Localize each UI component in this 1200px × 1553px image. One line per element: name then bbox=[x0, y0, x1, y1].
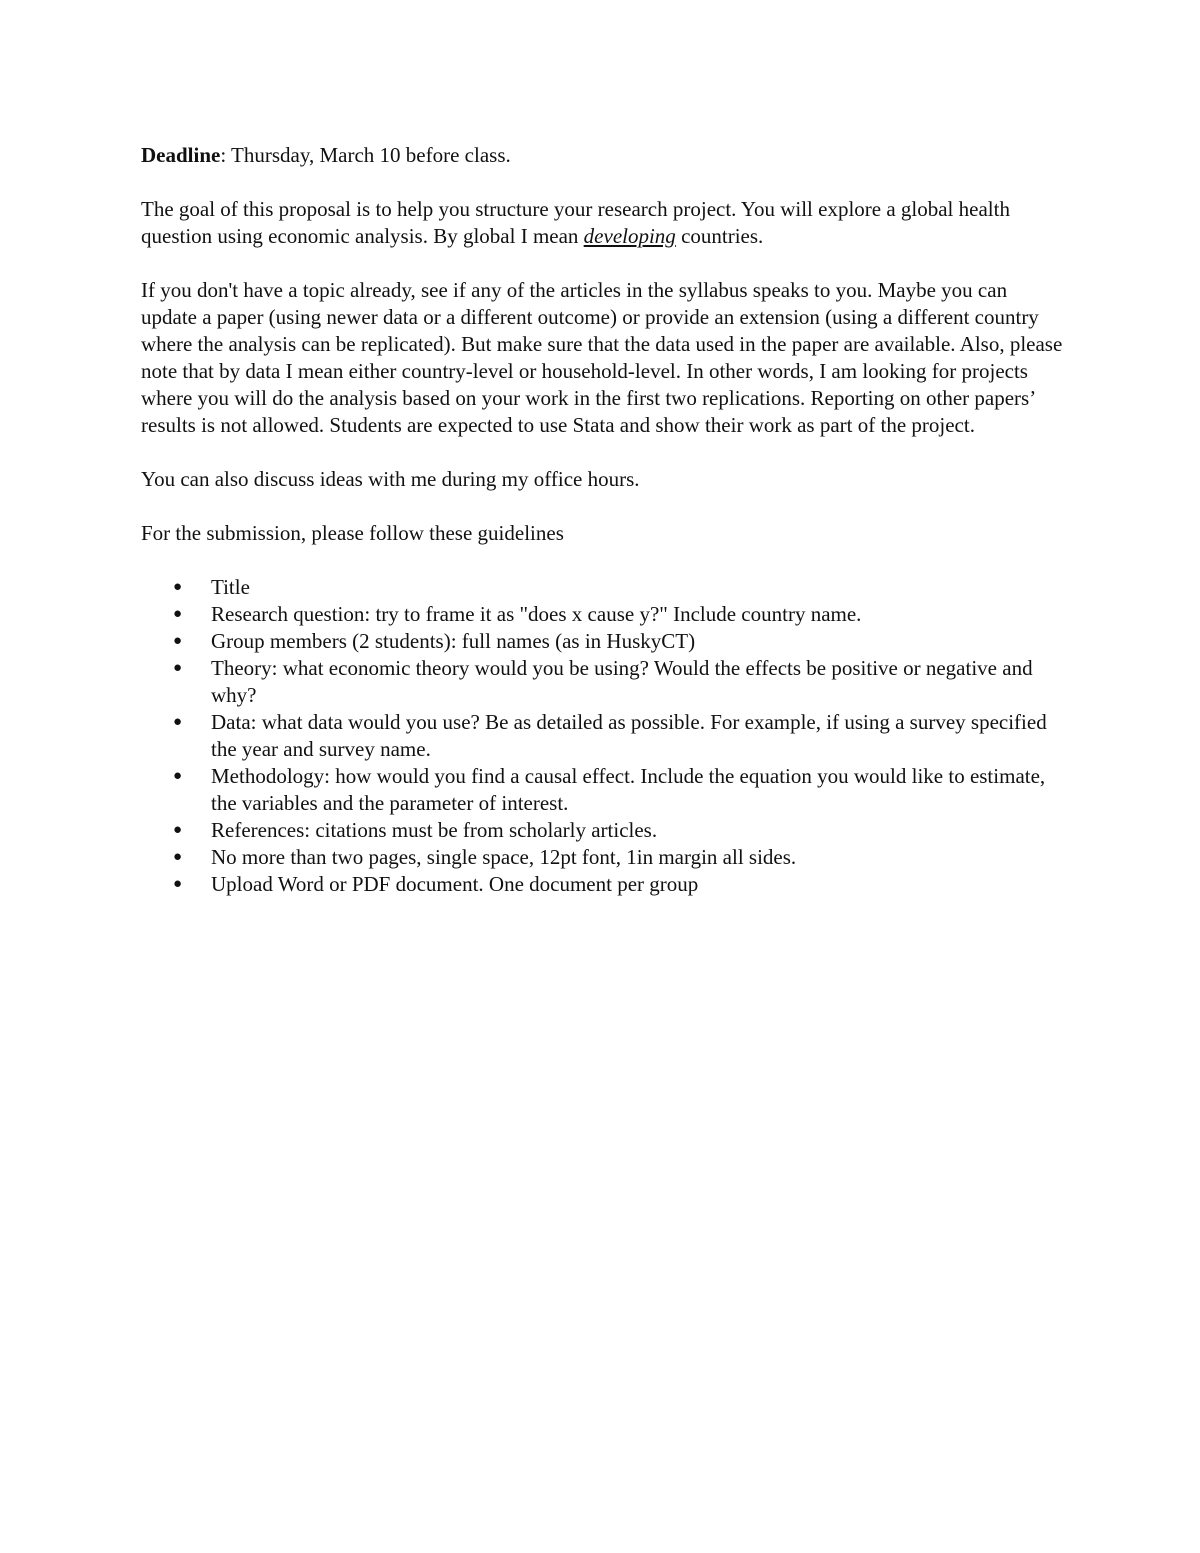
office-hours-paragraph: You can also discuss ideas with me during my office hours. bbox=[141, 467, 640, 491]
goal-emphasis: developing bbox=[583, 224, 676, 248]
bullet-icon: ● bbox=[173, 876, 183, 892]
list-item bbox=[141, 574, 1066, 601]
bullet-icon: ● bbox=[173, 714, 183, 730]
list-item-text: Research question: try to frame it as "does x cause y?" Include country name. bbox=[211, 602, 862, 626]
list-item-text: Methodology: how would you find a causal effect. Include the equation you would like to estimate, the variables and the parameter of interest. bbox=[211, 764, 1046, 815]
deadline-line bbox=[141, 142, 1066, 169]
list-item bbox=[141, 628, 1066, 655]
list-item bbox=[141, 763, 1066, 817]
bullet-icon: ● bbox=[173, 822, 183, 838]
list-item-text: Upload Word or PDF document. One document per group bbox=[211, 872, 699, 896]
list-item-text: No more than two pages, single space, 12pt font, 1in margin all sides. bbox=[211, 845, 797, 869]
topic-paragraph: If you don't have a topic already, see if any of the articles in the syllabus speaks to you. Maybe you can update a paper (using newer data or a different outcome) or provide an extension (using a different country where the analysis can be replicated). But make sure that the data used in the paper are available. Also, please note that by data I mean either country-level or household-level. In other words, I am looking for projects where you will do the analysis based on your work in the first two replications. Reporting on other papers’ results is not allowed. Students are expected to use Stata and show their work as part of the project. bbox=[141, 278, 1063, 437]
document-page bbox=[141, 142, 1066, 898]
bullet-icon: ● bbox=[173, 579, 183, 595]
goal-paragraph bbox=[141, 196, 1066, 250]
bullet-icon: ● bbox=[173, 768, 183, 784]
list-item bbox=[141, 601, 1066, 628]
list-item-text: Theory: what economic theory would you be using? Would the effects be positive or negative and why? bbox=[211, 656, 1033, 707]
bullet-icon: ● bbox=[173, 660, 183, 676]
list-item bbox=[141, 844, 1066, 871]
list-item-text: Title bbox=[211, 575, 250, 599]
goal-text-after: countries. bbox=[675, 224, 764, 248]
bullet-icon: ● bbox=[173, 606, 183, 622]
list-item bbox=[141, 871, 1066, 898]
goal-text-before: The goal of this proposal is to help you structure your research project. You will explore a global health question using economic analysis. By global I mean bbox=[141, 197, 1010, 248]
deadline-label: Deadline bbox=[141, 143, 221, 167]
guidelines-list bbox=[141, 574, 1066, 898]
list-item bbox=[141, 655, 1066, 709]
deadline-text: : Thursday, March 10 before class. bbox=[220, 143, 511, 167]
list-item bbox=[141, 817, 1066, 844]
list-item bbox=[141, 709, 1066, 763]
bullet-icon: ● bbox=[173, 633, 183, 649]
guidelines-intro: For the submission, please follow these guidelines bbox=[141, 521, 564, 545]
list-item-text: Data: what data would you use? Be as detailed as possible. For example, if using a survey specified the year and survey name. bbox=[211, 710, 1047, 761]
list-item-text: References: citations must be from scholarly articles. bbox=[211, 818, 658, 842]
list-item-text: Group members (2 students): full names (as in HuskyCT) bbox=[211, 629, 696, 653]
bullet-icon: ● bbox=[173, 849, 183, 865]
